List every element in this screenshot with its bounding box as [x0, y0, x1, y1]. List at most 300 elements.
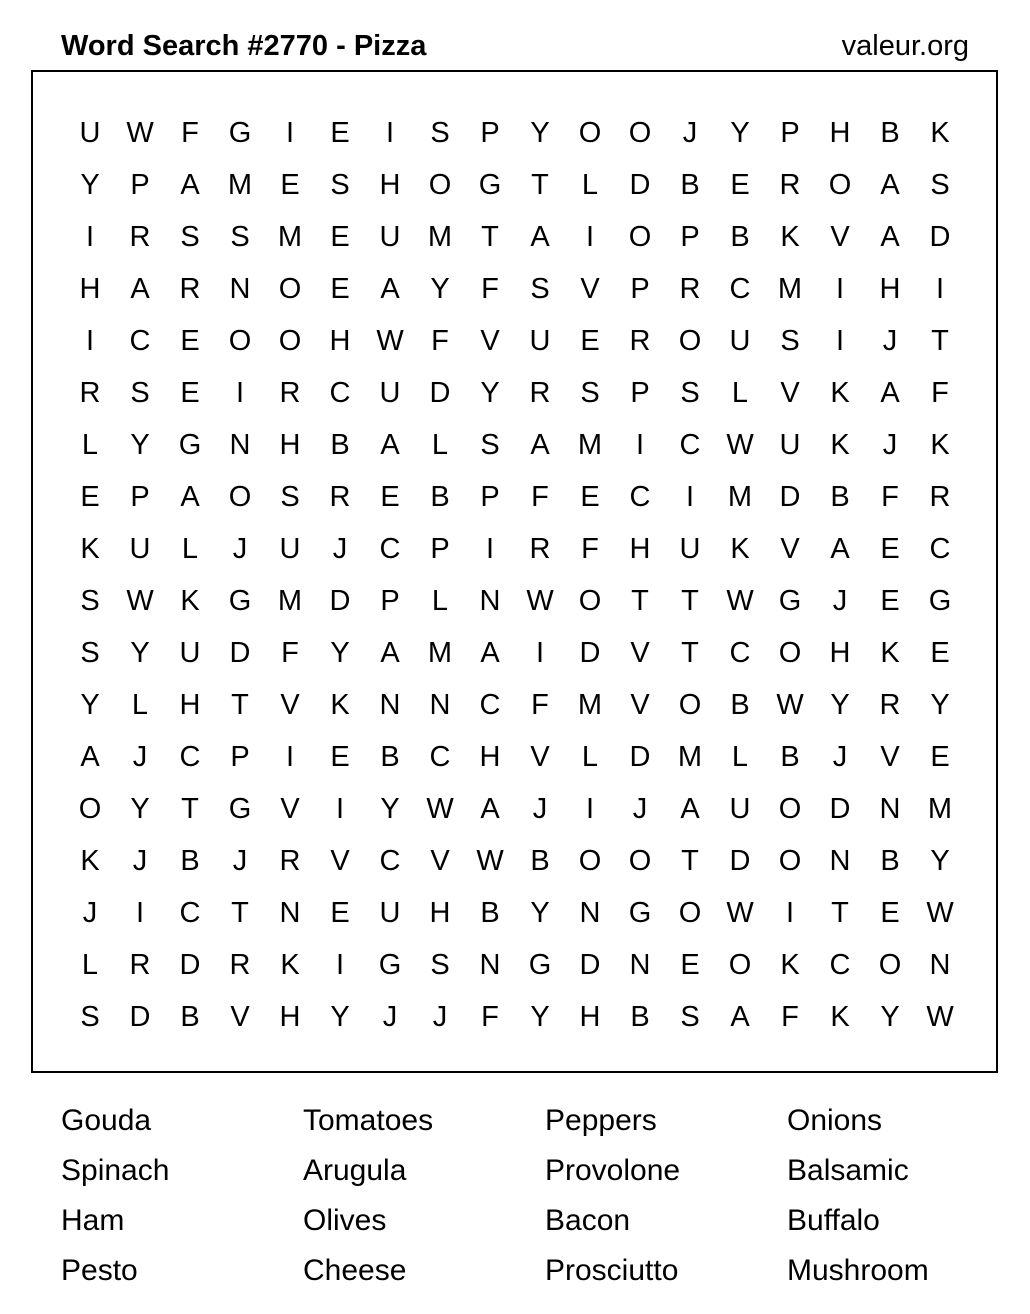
grid-letter[interactable]: L	[431, 584, 449, 617]
grid-letter[interactable]: B	[730, 220, 750, 253]
grid-letter[interactable]: J	[132, 844, 148, 877]
grid-letter[interactable]: U	[379, 220, 401, 253]
grid-letter[interactable]: E	[930, 636, 950, 669]
grid-letter[interactable]: I	[535, 636, 545, 669]
grid-letter[interactable]: L	[81, 948, 99, 981]
grid-letter[interactable]: R	[129, 948, 151, 981]
grid-letter[interactable]: F	[931, 376, 949, 409]
grid-letter[interactable]: E	[580, 480, 600, 513]
grid-letter[interactable]: W	[126, 116, 154, 149]
grid-letter[interactable]: G	[778, 584, 802, 617]
grid-letter[interactable]: O	[78, 792, 102, 825]
grid-letter[interactable]: D	[579, 948, 601, 981]
grid-letter[interactable]: K	[730, 532, 750, 565]
grid-letter[interactable]: E	[580, 324, 600, 357]
grid-letter[interactable]: U	[279, 532, 301, 565]
grid-letter[interactable]: A	[880, 376, 900, 409]
grid-letter[interactable]: J	[532, 792, 548, 825]
grid-letter[interactable]: V	[280, 792, 300, 825]
grid-letter[interactable]: J	[82, 896, 98, 929]
grid-letter[interactable]: J	[332, 532, 348, 565]
grid-letter[interactable]: S	[80, 636, 100, 669]
grid-letter[interactable]: S	[80, 584, 100, 617]
grid-letter[interactable]: W	[426, 792, 454, 825]
grid-letter[interactable]: A	[480, 636, 500, 669]
grid-letter[interactable]: Y	[330, 636, 350, 669]
grid-letter[interactable]: B	[530, 844, 550, 877]
grid-letter[interactable]: D	[329, 584, 351, 617]
grid-letter[interactable]: O	[678, 896, 702, 929]
grid-letter[interactable]: D	[629, 740, 651, 773]
grid-letter[interactable]: J	[232, 532, 248, 565]
grid-letter[interactable]: D	[579, 636, 601, 669]
grid-letter[interactable]: B	[880, 116, 900, 149]
grid-letter[interactable]: A	[530, 428, 550, 461]
grid-letter[interactable]: M	[727, 480, 753, 513]
grid-letter[interactable]: E	[280, 168, 300, 201]
grid-letter[interactable]: S	[80, 1000, 100, 1033]
grid-letter[interactable]: T	[681, 844, 699, 877]
grid-letter[interactable]: U	[729, 792, 751, 825]
grid-letter[interactable]: C	[629, 480, 651, 513]
grid-letter[interactable]: V	[880, 740, 900, 773]
grid-letter[interactable]: G	[228, 584, 252, 617]
grid-letter[interactable]: R	[679, 272, 701, 305]
grid-letter[interactable]: F	[531, 480, 549, 513]
grid-letter[interactable]: K	[330, 688, 350, 721]
grid-letter[interactable]: Y	[80, 688, 100, 721]
grid-letter[interactable]: Y	[730, 116, 750, 149]
grid-letter[interactable]: H	[429, 896, 451, 929]
grid-letter[interactable]: C	[379, 532, 401, 565]
grid-letter[interactable]: V	[530, 740, 550, 773]
grid-letter[interactable]: O	[578, 584, 602, 617]
grid-letter[interactable]: D	[629, 168, 651, 201]
grid-letter[interactable]: F	[781, 1000, 799, 1033]
grid-letter[interactable]: W	[926, 1000, 954, 1033]
grid-letter[interactable]: M	[277, 220, 303, 253]
grid-letter[interactable]: F	[281, 636, 299, 669]
grid-letter[interactable]: T	[531, 168, 549, 201]
grid-letter[interactable]: M	[227, 168, 253, 201]
grid-letter[interactable]: J	[632, 792, 648, 825]
grid-letter[interactable]: Y	[480, 376, 500, 409]
grid-letter[interactable]: K	[830, 428, 850, 461]
grid-letter[interactable]: D	[429, 376, 451, 409]
grid-letter[interactable]: R	[229, 948, 251, 981]
grid-letter[interactable]: T	[181, 792, 199, 825]
grid-letter[interactable]: Y	[430, 272, 450, 305]
grid-letter[interactable]: J	[832, 584, 848, 617]
grid-letter[interactable]: B	[380, 740, 400, 773]
grid-letter[interactable]: V	[230, 1000, 250, 1033]
grid-letter[interactable]: K	[780, 948, 800, 981]
grid-letter[interactable]: O	[778, 844, 802, 877]
grid-letter[interactable]: O	[728, 948, 752, 981]
grid-letter[interactable]: F	[581, 532, 599, 565]
grid-letter[interactable]: I	[785, 896, 795, 929]
grid-letter[interactable]: A	[180, 168, 200, 201]
grid-letter[interactable]: Y	[930, 844, 950, 877]
grid-letter[interactable]: O	[778, 636, 802, 669]
grid-letter[interactable]: N	[279, 896, 301, 929]
grid-letter[interactable]: I	[935, 272, 945, 305]
grid-letter[interactable]: E	[680, 948, 700, 981]
grid-letter[interactable]: S	[330, 168, 350, 201]
grid-letter[interactable]: R	[929, 480, 951, 513]
grid-letter[interactable]: O	[878, 948, 902, 981]
grid-letter[interactable]: J	[132, 740, 148, 773]
grid-letter[interactable]: E	[330, 220, 350, 253]
grid-letter[interactable]: B	[880, 844, 900, 877]
grid-letter[interactable]: T	[231, 688, 249, 721]
grid-letter[interactable]: A	[80, 740, 100, 773]
grid-letter[interactable]: K	[80, 844, 100, 877]
grid-letter[interactable]: F	[481, 272, 499, 305]
grid-letter[interactable]: I	[335, 948, 345, 981]
grid-letter[interactable]: H	[629, 532, 651, 565]
grid-letter[interactable]: J	[432, 1000, 448, 1033]
grid-letter[interactable]: H	[829, 636, 851, 669]
grid-letter[interactable]: W	[726, 584, 754, 617]
grid-letter[interactable]: I	[235, 376, 245, 409]
grid-letter[interactable]: H	[79, 272, 101, 305]
grid-letter[interactable]: A	[880, 168, 900, 201]
grid-letter[interactable]: A	[880, 220, 900, 253]
grid-letter[interactable]: D	[179, 948, 201, 981]
grid-letter[interactable]: S	[480, 428, 500, 461]
grid-letter[interactable]: B	[180, 844, 200, 877]
grid-letter[interactable]: B	[730, 688, 750, 721]
grid-letter[interactable]: O	[628, 220, 652, 253]
grid-letter[interactable]: F	[481, 1000, 499, 1033]
grid-letter[interactable]: L	[81, 428, 99, 461]
grid-letter[interactable]: B	[180, 1000, 200, 1033]
grid-letter[interactable]: W	[476, 844, 504, 877]
grid-letter[interactable]: J	[232, 844, 248, 877]
grid-letter[interactable]: Y	[530, 1000, 550, 1033]
grid-letter[interactable]: N	[629, 948, 651, 981]
grid-letter[interactable]: O	[578, 116, 602, 149]
grid-letter[interactable]: R	[329, 480, 351, 513]
grid-letter[interactable]: P	[780, 116, 800, 149]
grid-letter[interactable]: D	[129, 1000, 151, 1033]
grid-letter[interactable]: E	[730, 168, 750, 201]
grid-letter[interactable]: Y	[930, 688, 950, 721]
grid-letter[interactable]: S	[780, 324, 800, 357]
grid-letter[interactable]: U	[79, 116, 101, 149]
grid-letter[interactable]: J	[382, 1000, 398, 1033]
grid-letter[interactable]: H	[829, 116, 851, 149]
grid-letter[interactable]: O	[228, 324, 252, 357]
grid-letter[interactable]: V	[330, 844, 350, 877]
grid-letter[interactable]: E	[880, 896, 900, 929]
grid-letter[interactable]: W	[926, 896, 954, 929]
grid-letter[interactable]: U	[179, 636, 201, 669]
grid-letter[interactable]: B	[780, 740, 800, 773]
grid-letter[interactable]: Y	[880, 1000, 900, 1033]
grid-letter[interactable]: I	[85, 220, 95, 253]
grid-letter[interactable]: P	[480, 116, 500, 149]
grid-letter[interactable]: Y	[80, 168, 100, 201]
grid-letter[interactable]: O	[678, 324, 702, 357]
grid-letter[interactable]: U	[379, 896, 401, 929]
grid-letter[interactable]: P	[130, 168, 150, 201]
grid-letter[interactable]: R	[129, 220, 151, 253]
grid-letter[interactable]: U	[679, 532, 701, 565]
grid-letter[interactable]: O	[678, 688, 702, 721]
grid-letter[interactable]: P	[380, 584, 400, 617]
grid-letter[interactable]: A	[680, 792, 700, 825]
grid-letter[interactable]: I	[585, 220, 595, 253]
grid-letter[interactable]: S	[230, 220, 250, 253]
grid-letter[interactable]: J	[882, 428, 898, 461]
grid-letter[interactable]: I	[135, 896, 145, 929]
grid-letter[interactable]: A	[480, 792, 500, 825]
grid-letter[interactable]: I	[835, 324, 845, 357]
grid-letter[interactable]: G	[378, 948, 402, 981]
grid-letter[interactable]: B	[480, 896, 500, 929]
grid-letter[interactable]: K	[780, 220, 800, 253]
grid-letter[interactable]: P	[230, 740, 250, 773]
grid-letter[interactable]: U	[379, 376, 401, 409]
grid-letter[interactable]: V	[630, 688, 650, 721]
grid-letter[interactable]: O	[278, 324, 302, 357]
grid-letter[interactable]: N	[429, 688, 451, 721]
grid-letter[interactable]: M	[927, 792, 953, 825]
grid-letter[interactable]: V	[830, 220, 850, 253]
grid-letter[interactable]: T	[681, 636, 699, 669]
grid-letter[interactable]: U	[529, 324, 551, 357]
grid-letter[interactable]: G	[228, 116, 252, 149]
grid-letter[interactable]: O	[828, 168, 852, 201]
grid-letter[interactable]: A	[380, 428, 400, 461]
grid-letter[interactable]: N	[829, 844, 851, 877]
grid-letter[interactable]: P	[630, 376, 650, 409]
grid-letter[interactable]: S	[530, 272, 550, 305]
grid-letter[interactable]: I	[685, 480, 695, 513]
grid-letter[interactable]: T	[931, 324, 949, 357]
grid-letter[interactable]: J	[882, 324, 898, 357]
grid-letter[interactable]: H	[479, 740, 501, 773]
grid-letter[interactable]: E	[930, 740, 950, 773]
grid-letter[interactable]: S	[180, 220, 200, 253]
grid-letter[interactable]: H	[179, 688, 201, 721]
grid-letter[interactable]: K	[180, 584, 200, 617]
grid-letter[interactable]: A	[380, 636, 400, 669]
grid-letter[interactable]: I	[485, 532, 495, 565]
grid-letter[interactable]: B	[430, 480, 450, 513]
grid-letter[interactable]: W	[776, 688, 804, 721]
grid-letter[interactable]: T	[831, 896, 849, 929]
grid-letter[interactable]: O	[228, 480, 252, 513]
grid-letter[interactable]: W	[726, 428, 754, 461]
grid-letter[interactable]: I	[635, 428, 645, 461]
grid-letter[interactable]: E	[330, 896, 350, 929]
grid-letter[interactable]: N	[579, 896, 601, 929]
grid-letter[interactable]: O	[628, 844, 652, 877]
grid-letter[interactable]: I	[285, 740, 295, 773]
grid-letter[interactable]: O	[278, 272, 302, 305]
grid-letter[interactable]: N	[479, 584, 501, 617]
grid-letter[interactable]: M	[427, 636, 453, 669]
grid-letter[interactable]: C	[829, 948, 851, 981]
grid-letter[interactable]: G	[628, 896, 652, 929]
grid-letter[interactable]: C	[329, 376, 351, 409]
grid-letter[interactable]: B	[830, 480, 850, 513]
grid-letter[interactable]: S	[680, 376, 700, 409]
grid-letter[interactable]: R	[529, 532, 551, 565]
grid-letter[interactable]: F	[181, 116, 199, 149]
grid-letter[interactable]: E	[330, 272, 350, 305]
grid-letter[interactable]: R	[279, 376, 301, 409]
grid-letter[interactable]: I	[835, 272, 845, 305]
grid-letter[interactable]: D	[229, 636, 251, 669]
grid-letter[interactable]: S	[280, 480, 300, 513]
grid-letter[interactable]: T	[481, 220, 499, 253]
grid-letter[interactable]: E	[380, 480, 400, 513]
grid-letter[interactable]: E	[180, 376, 200, 409]
grid-letter[interactable]: M	[677, 740, 703, 773]
grid-letter[interactable]: D	[829, 792, 851, 825]
grid-letter[interactable]: I	[285, 116, 295, 149]
grid-letter[interactable]: G	[478, 168, 502, 201]
grid-letter[interactable]: C	[679, 428, 701, 461]
grid-letter[interactable]: E	[330, 116, 350, 149]
grid-letter[interactable]: B	[680, 168, 700, 201]
grid-letter[interactable]: D	[929, 220, 951, 253]
grid-letter[interactable]: I	[585, 792, 595, 825]
grid-letter[interactable]: V	[430, 844, 450, 877]
grid-letter[interactable]: Y	[130, 792, 150, 825]
grid-letter[interactable]: E	[180, 324, 200, 357]
grid-letter[interactable]: Y	[530, 896, 550, 929]
grid-letter[interactable]: A	[130, 272, 150, 305]
grid-letter[interactable]: L	[431, 428, 449, 461]
grid-letter[interactable]: K	[880, 636, 900, 669]
grid-letter[interactable]: I	[85, 324, 95, 357]
grid-letter[interactable]: C	[479, 688, 501, 721]
grid-letter[interactable]: O	[428, 168, 452, 201]
grid-letter[interactable]: K	[280, 948, 300, 981]
grid-letter[interactable]: H	[279, 1000, 301, 1033]
grid-letter[interactable]: R	[629, 324, 651, 357]
grid-letter[interactable]: M	[427, 220, 453, 253]
grid-letter[interactable]: C	[729, 272, 751, 305]
grid-letter[interactable]: L	[581, 168, 599, 201]
grid-letter[interactable]: K	[830, 1000, 850, 1033]
grid-letter[interactable]: O	[778, 792, 802, 825]
grid-letter[interactable]: R	[279, 844, 301, 877]
grid-letter[interactable]: L	[131, 688, 149, 721]
grid-letter[interactable]: D	[779, 480, 801, 513]
grid-letter[interactable]: L	[181, 532, 199, 565]
grid-letter[interactable]: C	[379, 844, 401, 877]
grid-letter[interactable]: G	[528, 948, 552, 981]
grid-letter[interactable]: U	[779, 428, 801, 461]
grid-letter[interactable]: H	[879, 272, 901, 305]
grid-letter[interactable]: N	[929, 948, 951, 981]
grid-letter[interactable]: W	[726, 896, 754, 929]
grid-letter[interactable]: S	[930, 168, 950, 201]
grid-letter[interactable]: L	[731, 376, 749, 409]
grid-letter[interactable]: R	[879, 688, 901, 721]
grid-letter[interactable]: P	[680, 220, 700, 253]
grid-letter[interactable]: M	[777, 272, 803, 305]
grid-letter[interactable]: I	[385, 116, 395, 149]
grid-letter[interactable]: O	[578, 844, 602, 877]
grid-letter[interactable]: C	[929, 532, 951, 565]
grid-letter[interactable]: P	[630, 272, 650, 305]
grid-letter[interactable]: N	[229, 428, 251, 461]
grid-letter[interactable]: R	[779, 168, 801, 201]
grid-letter[interactable]: K	[80, 532, 100, 565]
grid-letter[interactable]: S	[130, 376, 150, 409]
grid-letter[interactable]: G	[178, 428, 202, 461]
grid-letter[interactable]: Y	[830, 688, 850, 721]
grid-letter[interactable]: F	[881, 480, 899, 513]
grid-letter[interactable]: A	[530, 220, 550, 253]
grid-letter[interactable]: H	[379, 168, 401, 201]
grid-letter[interactable]: H	[329, 324, 351, 357]
grid-letter[interactable]: M	[577, 428, 603, 461]
grid-letter[interactable]: V	[280, 688, 300, 721]
grid-letter[interactable]: K	[930, 428, 950, 461]
grid-letter[interactable]: U	[129, 532, 151, 565]
grid-letter[interactable]: W	[126, 584, 154, 617]
grid-letter[interactable]: Y	[380, 792, 400, 825]
grid-letter[interactable]: F	[531, 688, 549, 721]
grid-letter[interactable]: R	[179, 272, 201, 305]
grid-letter[interactable]: T	[631, 584, 649, 617]
grid-letter[interactable]: V	[580, 272, 600, 305]
grid-letter[interactable]: L	[581, 740, 599, 773]
grid-letter[interactable]: V	[630, 636, 650, 669]
grid-letter[interactable]: O	[628, 116, 652, 149]
grid-letter[interactable]: T	[231, 896, 249, 929]
grid-letter[interactable]: A	[830, 532, 850, 565]
grid-letter[interactable]: M	[577, 688, 603, 721]
grid-letter[interactable]: U	[729, 324, 751, 357]
grid-letter[interactable]: E	[330, 740, 350, 773]
grid-letter[interactable]: W	[526, 584, 554, 617]
grid-letter[interactable]: Y	[130, 636, 150, 669]
grid-letter[interactable]: A	[730, 1000, 750, 1033]
grid-letter[interactable]: J	[832, 740, 848, 773]
grid-letter[interactable]: J	[682, 116, 698, 149]
grid-letter[interactable]: P	[480, 480, 500, 513]
grid-letter[interactable]: H	[279, 428, 301, 461]
grid-letter[interactable]: N	[379, 688, 401, 721]
grid-letter[interactable]: K	[830, 376, 850, 409]
grid-letter[interactable]: Y	[530, 116, 550, 149]
grid-letter[interactable]: S	[680, 1000, 700, 1033]
grid-letter[interactable]: C	[729, 636, 751, 669]
grid-letter[interactable]: N	[479, 948, 501, 981]
grid-letter[interactable]: B	[630, 1000, 650, 1033]
grid-letter[interactable]: G	[928, 584, 952, 617]
grid-letter[interactable]: H	[579, 1000, 601, 1033]
grid-letter[interactable]: C	[429, 740, 451, 773]
grid-letter[interactable]: C	[179, 740, 201, 773]
grid-letter[interactable]: V	[480, 324, 500, 357]
grid-letter[interactable]: D	[729, 844, 751, 877]
grid-letter[interactable]: S	[430, 948, 450, 981]
grid-letter[interactable]: F	[431, 324, 449, 357]
grid-letter[interactable]: V	[780, 532, 800, 565]
grid-letter[interactable]: E	[80, 480, 100, 513]
grid-letter[interactable]: C	[179, 896, 201, 929]
